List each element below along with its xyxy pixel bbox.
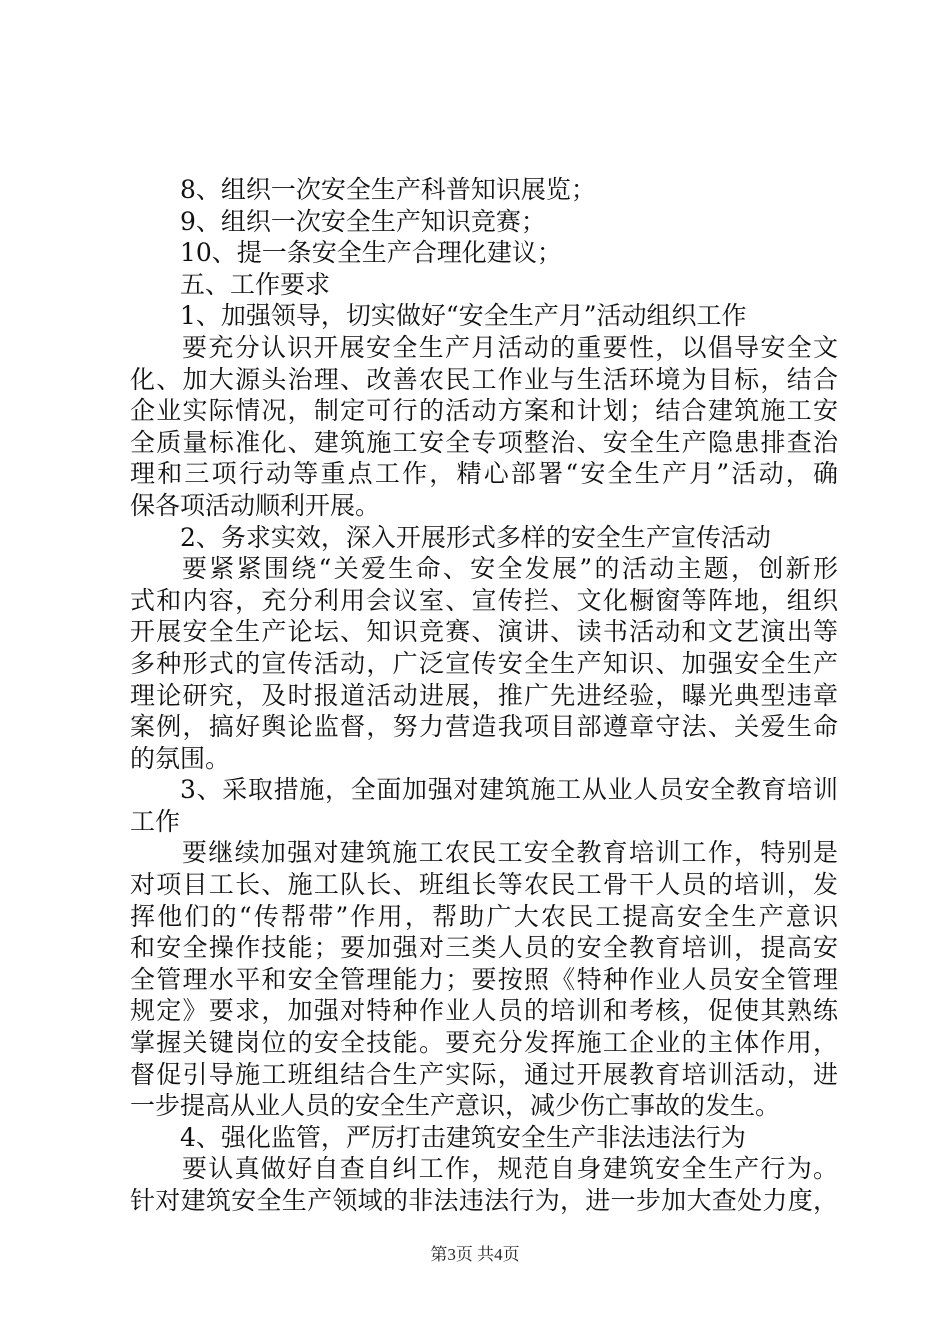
section-heading: 五、工作要求 (180, 269, 331, 299)
document-body (130, 174, 838, 1217)
paragraph-line: 式和内容，充分利用会议室、宣传拦、文化橱窗等阵地，组织 (130, 585, 838, 615)
paragraph-line: 全管理水平和安全管理能力；要按照《特种作业人员安全管理 (130, 964, 838, 994)
paragraph-line: 要充分认识开展安全生产月活动的重要性，以倡导安全文 (182, 332, 838, 362)
paragraph-line: 保各项活动顺利开展。 (130, 490, 381, 520)
list-item: 9、组织一次安全生产知识竞赛； (180, 206, 546, 236)
paragraph-line: 挥他们的“传帮带”作用，帮助广大农民工提高安全生产意识 (130, 901, 838, 931)
paragraph-line: 和安全操作技能；要加强对三类人员的安全教育培训，提高安 (130, 933, 838, 963)
paragraph-line: 理论研究，及时报道活动进展，推广先进经验，曝光典型违章 (130, 680, 838, 710)
page-number-footer: 第3页 共4页 (430, 1245, 520, 1264)
paragraph-line: 全质量标准化、建筑施工安全专项整治、安全生产隐患排查治 (130, 427, 838, 457)
subsection-heading: 2、务求实效，深入开展形式多样的安全生产宣传活动 (180, 522, 771, 552)
paragraph-line: 理和三项行动等重点工作，精心部署“安全生产月”活动，确 (130, 459, 838, 489)
paragraph-line: 要认真做好自查自纠工作，规范自身建筑安全生产行为。 (182, 1154, 838, 1184)
paragraph-line: 多种形式的宣传活动，广泛宣传安全生产知识、加强安全生产 (130, 648, 838, 678)
paragraph-line: 案例，搞好舆论监督，努力营造我项目部遵章守法、关爱生命 (130, 712, 838, 742)
paragraph-line: 的氛围。 (130, 743, 231, 773)
paragraph-line: 一步提高从业人员的安全生产意识，减少伤亡事故的发生。 (130, 1091, 781, 1121)
list-item: 10、提一条安全生产合理化建议； (180, 238, 562, 268)
paragraph-line: 规定》要求，加强对特种作业人员的培训和考核，促使其熟练 (130, 996, 838, 1026)
paragraph-line: 要紧紧围绕“关爱生命、安全发展”的活动主题，创新形 (182, 554, 838, 584)
paragraph-line: 对项目工长、施工队长、班组长等农民工骨干人员的培训，发 (130, 870, 838, 900)
paragraph-line: 企业实际情况，制定可行的活动方案和计划；结合建筑施工安 (130, 396, 838, 426)
paragraph-line: 要继续加强对建筑施工农民工安全教育培训工作，特别是 (182, 838, 838, 868)
subsection-heading: 1、加强领导，切实做好“安全生产月”活动组织工作 (180, 301, 747, 331)
subsection-heading: 3、采取措施，全面加强对建筑施工从业人员安全教育培训 (180, 775, 838, 805)
paragraph-line: 督促引导施工班组结合生产实际，通过开展教育培训活动，进 (130, 1059, 838, 1089)
subsection-heading: 4、强化监管，严厉打击建筑安全生产非法违法行为 (180, 1122, 746, 1152)
paragraph-line: 开展安全生产论坛、知识竞赛、演讲、读书活动和文艺演出等 (130, 617, 838, 647)
paragraph-line: 掌握关键岗位的安全技能。要充分发挥施工企业的主体作用， (130, 1028, 838, 1058)
subsection-heading: 工作 (130, 806, 181, 836)
paragraph-line: 化、加大源头治理、改善农民工作业与生活环境为目标，结合 (130, 364, 838, 394)
paragraph-line: 针对建筑安全生产领域的非法违法行为，进一步加大查处力度， (130, 1186, 838, 1215)
list-item: 8、组织一次安全生产科普知识展览； (180, 175, 596, 204)
